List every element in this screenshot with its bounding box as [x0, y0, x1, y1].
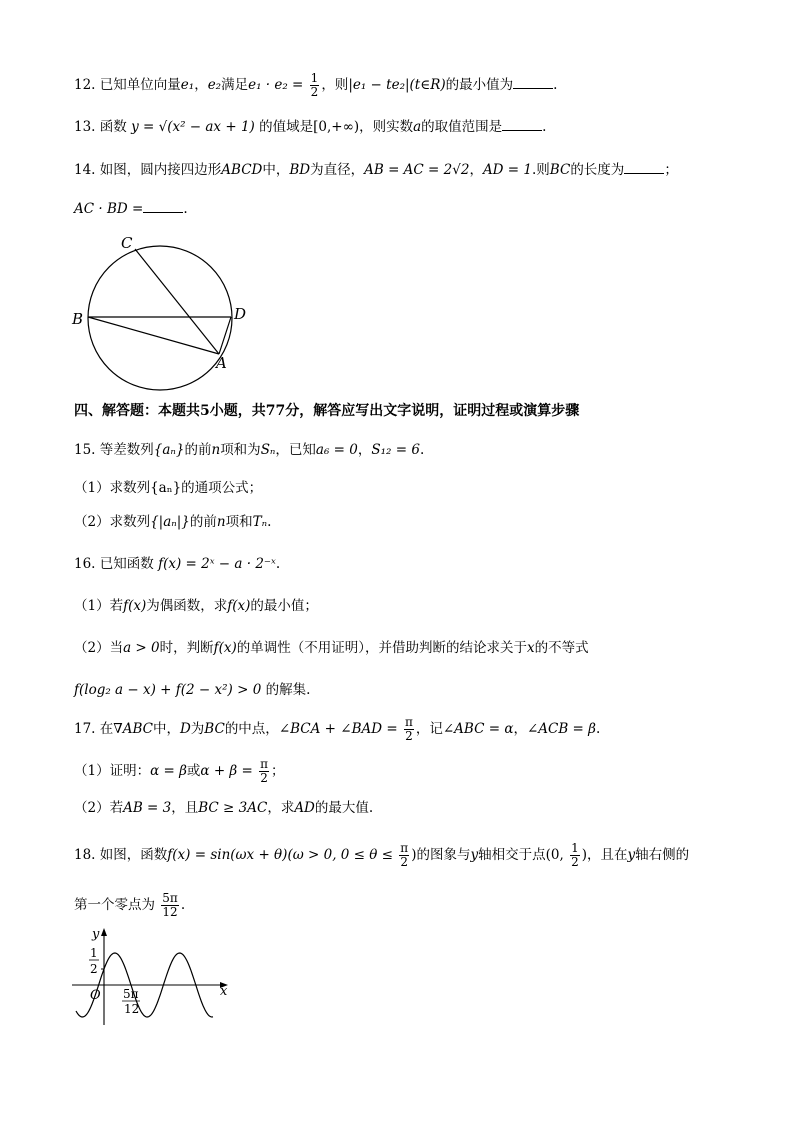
q14-end1: ；: [664, 162, 678, 178]
graph-zero-den: 12: [124, 1002, 140, 1016]
q14-answer-blank-2[interactable]: [143, 200, 183, 213]
q16-p1-a: （1）若: [74, 598, 124, 614]
q13-range: [0,+∞): [313, 119, 360, 135]
q14-quad: ABCD: [221, 162, 263, 178]
q18-end: .: [180, 897, 186, 913]
q17-end: .: [595, 721, 601, 737]
q18-text-e: 轴右侧的: [635, 847, 690, 863]
q17-pi-fraction: [404, 716, 414, 743]
q14-sep: ，: [469, 162, 483, 178]
q13-text-c: ，则实数: [359, 119, 414, 135]
q18-cond-den: 2: [400, 855, 409, 869]
q15-part1: （1）求数列{aₙ}的通项公式；: [74, 480, 263, 496]
q17-p1-fraction: [259, 758, 269, 785]
q14-eq2: AD = 1: [482, 162, 532, 178]
q12-e1: e₁: [180, 77, 195, 93]
q15-text-a: 等差数列: [99, 442, 154, 458]
q17-p1-or: 或: [186, 763, 201, 779]
q16-p2-e: 的解集.: [265, 682, 311, 698]
q14-bc: BC: [549, 162, 571, 178]
q12-half-den: 2: [310, 85, 319, 99]
q14-eq1: AB = AC = 2√2: [364, 162, 470, 178]
q17-beta: ∠ACB = β: [526, 721, 596, 737]
q14-answer-blank-1[interactable]: [624, 161, 664, 174]
q13-var: a: [413, 119, 422, 135]
q17-p2-c: ，求: [267, 800, 295, 816]
q17-part1: [74, 758, 285, 785]
q15-seq: {aₙ}: [153, 442, 185, 458]
q17-p2-a: （2）若: [74, 800, 124, 816]
q15-p2-end: .: [267, 514, 272, 530]
q12-number: 12.: [74, 77, 96, 93]
label-c: C: [121, 234, 133, 252]
q18-line: [74, 842, 689, 869]
q12-sep: ，: [194, 77, 208, 93]
q18-cond: (ω > 0, 0 ≤ θ ≤: [287, 847, 393, 863]
circle-figure: [68, 230, 268, 390]
q12-text-c: ，则: [321, 77, 349, 93]
q16-p2-a: （2）当: [74, 640, 124, 656]
q17-p2-cond: BC ≥ 3AC: [198, 800, 268, 816]
q15-part2: [74, 510, 271, 530]
graph-label-x: x: [220, 984, 228, 999]
q18-y2: y: [627, 847, 636, 863]
q18-text-a: 如图，函数: [99, 847, 168, 863]
q17-p1-expr2: α + β =: [200, 763, 253, 779]
q16-p1-f2: f(x): [227, 598, 251, 614]
q17-p1-den: 2: [260, 771, 268, 785]
q18-text-d: ，且在: [586, 847, 628, 863]
q15-s12: S₁₂ = 6: [371, 442, 420, 458]
q16-part1: [74, 594, 318, 614]
q16-p2-f: f(x): [213, 640, 237, 656]
q12-dot-expr: e₁ · e₂ =: [248, 77, 304, 93]
q17-p2-b: ，且: [171, 800, 199, 816]
q16-p2-c: 的单调性（不用证明），并借助判断的结论求关于: [236, 640, 528, 656]
q15-p2-seq: {|aₙ|}: [150, 514, 190, 530]
q18-cond-end: ): [411, 847, 417, 863]
q15-text-d: ，已知: [275, 442, 316, 458]
q14-number: 14.: [74, 162, 96, 178]
q16-p1-c: 的最小值；: [250, 598, 318, 614]
q14-line: [74, 158, 678, 178]
q18-text-b: 的图象与: [416, 847, 471, 863]
q15-line: [74, 438, 424, 458]
q15-p2-b: 的前: [189, 514, 217, 530]
q18-pt-num: 1: [571, 841, 579, 855]
q16-p2-x: x: [527, 640, 535, 656]
q12-e2: e₂: [207, 77, 222, 93]
q18-cond-num: π: [400, 841, 409, 855]
q15-a6: a₆ = 0: [315, 442, 358, 458]
q17-p2-d: 的最大值.: [314, 800, 374, 816]
label-d: D: [234, 305, 247, 323]
sine-graph: [68, 925, 238, 1035]
q17-pi-num: π: [404, 715, 413, 729]
q15-sep: ，: [357, 442, 372, 458]
q18-zero-fraction: [161, 892, 179, 919]
y-axis-arrow: [101, 928, 107, 936]
q13-answer-blank[interactable]: [502, 118, 542, 131]
q16-end: .: [275, 556, 281, 572]
q16-part2-line2: [74, 678, 310, 698]
q17-bc: BC: [204, 721, 225, 737]
q16-p1-f: f(x): [123, 598, 147, 614]
q18-y: y: [470, 847, 479, 863]
q16-line: [74, 552, 280, 572]
q18-pt-fraction: [570, 842, 580, 869]
q15-p2-c: 项和: [225, 514, 253, 530]
q17-number: 17.: [74, 721, 96, 737]
q14-text-b: 中，: [262, 162, 290, 178]
q13-text-a: 函数: [99, 119, 127, 135]
graph-zero-num: 5π: [123, 987, 139, 1001]
q12-half-num: 1: [310, 71, 319, 85]
segment-ca: [135, 249, 219, 354]
q14-line-2: [74, 200, 188, 217]
q18-line-2: [74, 892, 185, 919]
q15-text-b: 的前: [184, 442, 212, 458]
graph-label-o: O: [90, 988, 101, 1003]
graph-half-den: 2: [90, 962, 98, 976]
q17-p2-ad: AD: [294, 800, 315, 816]
q15-n: n: [211, 442, 221, 458]
q15-end: .: [419, 442, 425, 458]
q18-number: 18.: [74, 847, 96, 863]
q15-p2-a: （2）求数列: [74, 514, 151, 530]
q18-zero-den: 12: [162, 905, 178, 919]
q17-text-a: 在∇: [99, 721, 123, 737]
q14-text-a: 如图，圆内接四边形: [99, 162, 222, 178]
q18-cond-fraction: [399, 842, 409, 869]
circumcircle: [88, 246, 232, 390]
q18-line2-text: 第一个零点为: [74, 897, 155, 913]
label-a: A: [216, 354, 227, 372]
graph-label-y: y: [92, 927, 100, 942]
q15-p2-tn: Tₙ: [252, 514, 268, 530]
q18-expr: f(x) = sin(ωx + θ): [167, 847, 288, 863]
q15-p2-n: n: [216, 514, 226, 530]
q13-line: [74, 115, 546, 135]
q13-text-d: 的取值范围是: [421, 119, 503, 135]
q17-sep: ，: [513, 721, 527, 737]
q16-p2-b: 时，判断: [159, 640, 214, 656]
q13-expr: y = √(x² − ax + 1): [131, 119, 255, 135]
q18-text-c: 轴相交于点: [478, 847, 546, 863]
q17-pi-den: 2: [405, 729, 413, 743]
q18-pt-end: ): [581, 847, 587, 863]
q14-text-d: .则: [532, 162, 550, 178]
q12-text-b: 满足: [221, 77, 249, 93]
q16-part2: [74, 636, 589, 656]
q17-p1-expr: α = β: [150, 763, 187, 779]
q15-number: 15.: [74, 442, 96, 458]
q14-text-c: 为直径，: [310, 162, 365, 178]
q17-line: [74, 716, 600, 743]
segment-ba: [88, 317, 219, 354]
q17-angles: ∠BCA + ∠BAD =: [278, 721, 398, 737]
q16-text-a: 已知函数: [99, 556, 154, 572]
q16-p2-ineq: f(log₂ a − x) + f(2 − x²) > 0: [74, 682, 262, 698]
q18-pt-a: (0,: [545, 847, 564, 863]
q17-p1-a: （1）证明：: [74, 763, 151, 779]
q16-p1-b: 为偶函数，求: [146, 598, 228, 614]
q14-end2: .: [183, 201, 188, 217]
q12-abs-expr: |e₁ − te₂|(t∈R): [348, 77, 446, 93]
q13-end: .: [542, 119, 547, 135]
q17-text-c: 为: [190, 721, 205, 737]
q14-text-e: 的长度为: [570, 162, 625, 178]
q18-pt-den: 2: [571, 855, 579, 869]
graph-half-num: 1: [90, 946, 98, 960]
q17-p1-num: π: [260, 757, 269, 771]
q17-tri: ABC: [122, 721, 153, 737]
q14-bd: BD: [289, 162, 311, 178]
q17-text-b: 中，: [152, 721, 180, 737]
q17-p2-ab: AB = 3: [123, 800, 172, 816]
q12-end: .: [553, 77, 558, 93]
q15-sn: Sₙ: [260, 442, 276, 458]
q12-text-a: 已知单位向量: [99, 77, 181, 93]
q17-part2: [74, 796, 373, 816]
q13-text-b: 的值域是: [259, 119, 314, 135]
q12-half-fraction: [310, 72, 320, 99]
q18-zero-num: 5π: [162, 891, 178, 905]
q17-text-d: 的中点，: [224, 721, 279, 737]
q17-d: D: [179, 721, 191, 737]
q12-answer-blank[interactable]: [513, 76, 553, 89]
label-b: B: [72, 310, 84, 328]
section4-title: 四、解答题：本题共5小题，共77分，解答应写出文字说明，证明过程或演算步骤: [74, 403, 580, 419]
q16-p2-cond: a > 0: [123, 640, 160, 656]
q12-text-d: 的最小值为: [445, 77, 514, 93]
q17-alpha: ∠ABC = α: [442, 721, 514, 737]
q12-line: [74, 72, 557, 99]
q16-number: 16.: [74, 556, 96, 572]
q17-p1-end: ；: [271, 763, 285, 779]
q13-number: 13.: [74, 119, 96, 135]
q16-expr: f(x) = 2ˣ − a · 2⁻ˣ: [158, 556, 276, 572]
q17-text-e: ，记: [415, 721, 443, 737]
q14-vec-expr: AC · BD =: [74, 201, 144, 217]
q15-text-c: 项和为: [220, 442, 261, 458]
q16-p2-d: 的不等式: [534, 640, 589, 656]
